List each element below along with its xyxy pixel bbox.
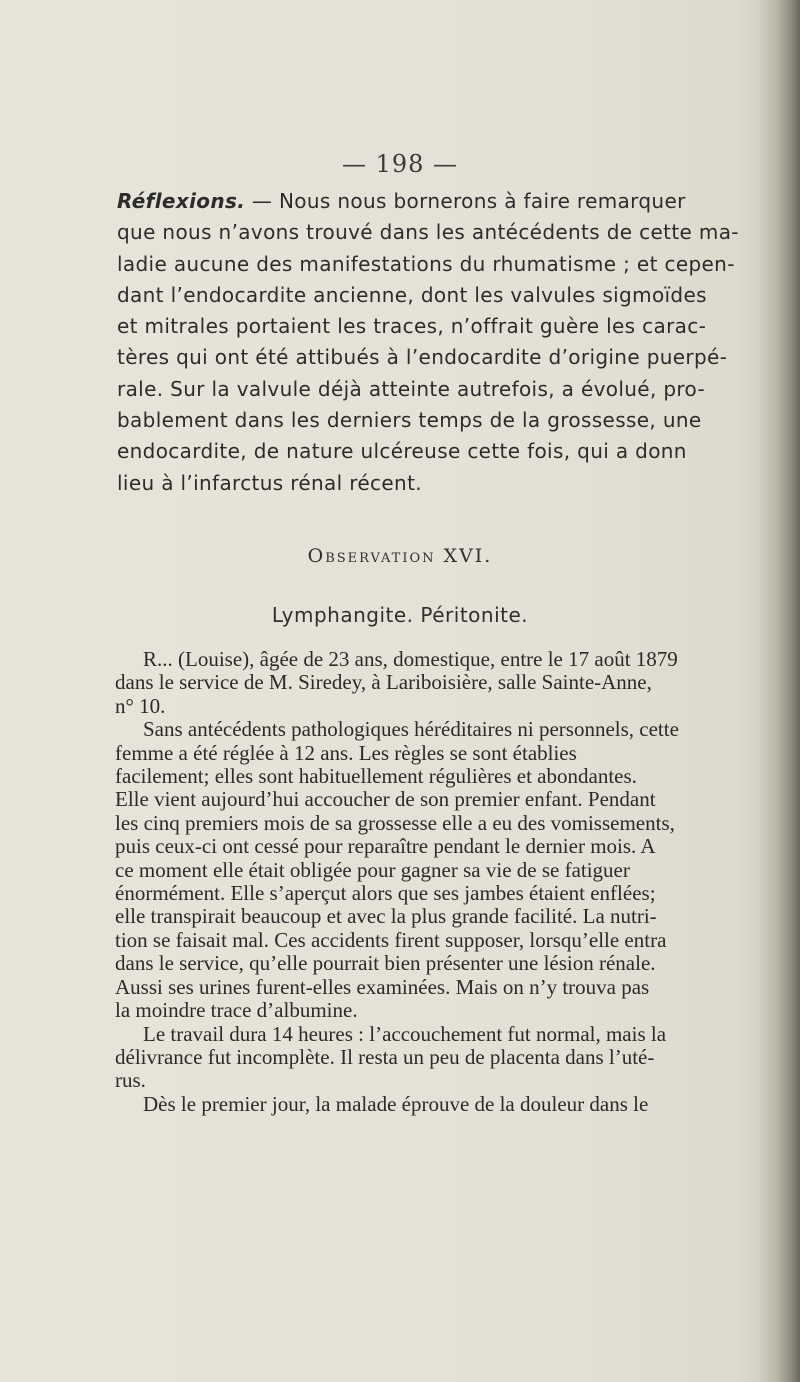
case-line: puis ceux-ci ont cessé pour reparaître pendant le dernier mois. A [115, 834, 656, 859]
case-line: délivrance fut incomplète. Il resta un peu de placenta dans l’uté- [115, 1044, 655, 1069]
case-line: tion se faisait mal. Ces accidents firent supposer, lorsqu’elle entra [115, 927, 667, 952]
case-line: rus. [115, 1068, 146, 1093]
reflexions-line: dant l’endocardite ancienne, dont les valvules sigmoïdes [117, 282, 707, 307]
page-number: — 198 — [341, 150, 459, 178]
case-line: dans le service, qu’elle pourrait bien présenter une lésion rénale. [115, 951, 656, 976]
case-line: femme a été réglée à 12 ans. Les règles se sont établies [115, 740, 577, 765]
reflexions-line: bablement dans les derniers temps de la grossesse, une [117, 408, 702, 433]
case-report-text [115, 648, 763, 1116]
case-line: Le travail dura 14 heures : l’accouchement fut normal, mais la [143, 1021, 667, 1046]
case-line: elle transpirait beaucoup et avec la plus grande facilité. La nutri- [115, 904, 657, 929]
case-line: Elle vient aujourd’hui accoucher de son premier enfant. Pendant [115, 787, 656, 812]
reflexions-line: endocardite, de nature ulcéreuse cette fois, qui a donn [117, 439, 687, 464]
case-line: dans le service de M. Siredey, à Lariboisière, salle Sainte-Anne, [115, 670, 652, 695]
case-line: les cinq premiers mois de sa grossesse elle a eu des vomissements, [115, 810, 675, 835]
reflexions-line: et mitrales portaient les traces, n’offrait guère les carac- [117, 314, 707, 339]
reflexions-paragraph [117, 186, 762, 499]
case-line: ce moment elle était obligée pour gagner sa vie de se fatiguer [115, 857, 630, 882]
observation-subtitle: Lymphangite. Péritonite. [271, 603, 529, 627]
reflexions-line-text: — Nous nous bornerons à faire remarquer [245, 189, 686, 213]
reflexions-line: rale. Sur la valvule déjà atteinte autrefois, a évolué, pro- [117, 376, 706, 401]
case-line: Dès le premier jour, la malade éprouve de la douleur dans le [143, 1091, 649, 1116]
reflexions-line: tères qui ont été attibués à l’endocardite d’origine puerpé- [117, 345, 728, 370]
case-line: R... (Louise), âgée de 23 ans, domestique, entre le 17 août 1879 [143, 647, 678, 671]
case-line: facilement; elles sont habituellement régulières et abondantes. [115, 764, 637, 789]
case-line: énormément. Elle s’aperçut alors que ses jambes étaient enflées; [115, 881, 656, 906]
case-line: Sans antécédents pathologiques héréditaires ni personnels, cette [143, 717, 679, 742]
observation-title: Observation XVI. [307, 545, 493, 567]
reflexions-lead: Réflexions. [117, 189, 246, 213]
case-line: la moindre trace d’albumine. [115, 998, 358, 1023]
case-line: Aussi ses urines furent-elles examinées. Mais on n’y trouva pas [115, 974, 650, 999]
reflexions-line: lieu à l’infarctus rénal récent. [117, 470, 422, 495]
case-line: n° 10. [115, 693, 166, 718]
reflexions-line: que nous n’avons trouvé dans les antécédents de cette ma- [117, 220, 739, 245]
reflexions-line [117, 186, 762, 217]
reflexions-line: ladie aucune des manifestations du rhumatisme ; et cepen- [117, 251, 735, 276]
